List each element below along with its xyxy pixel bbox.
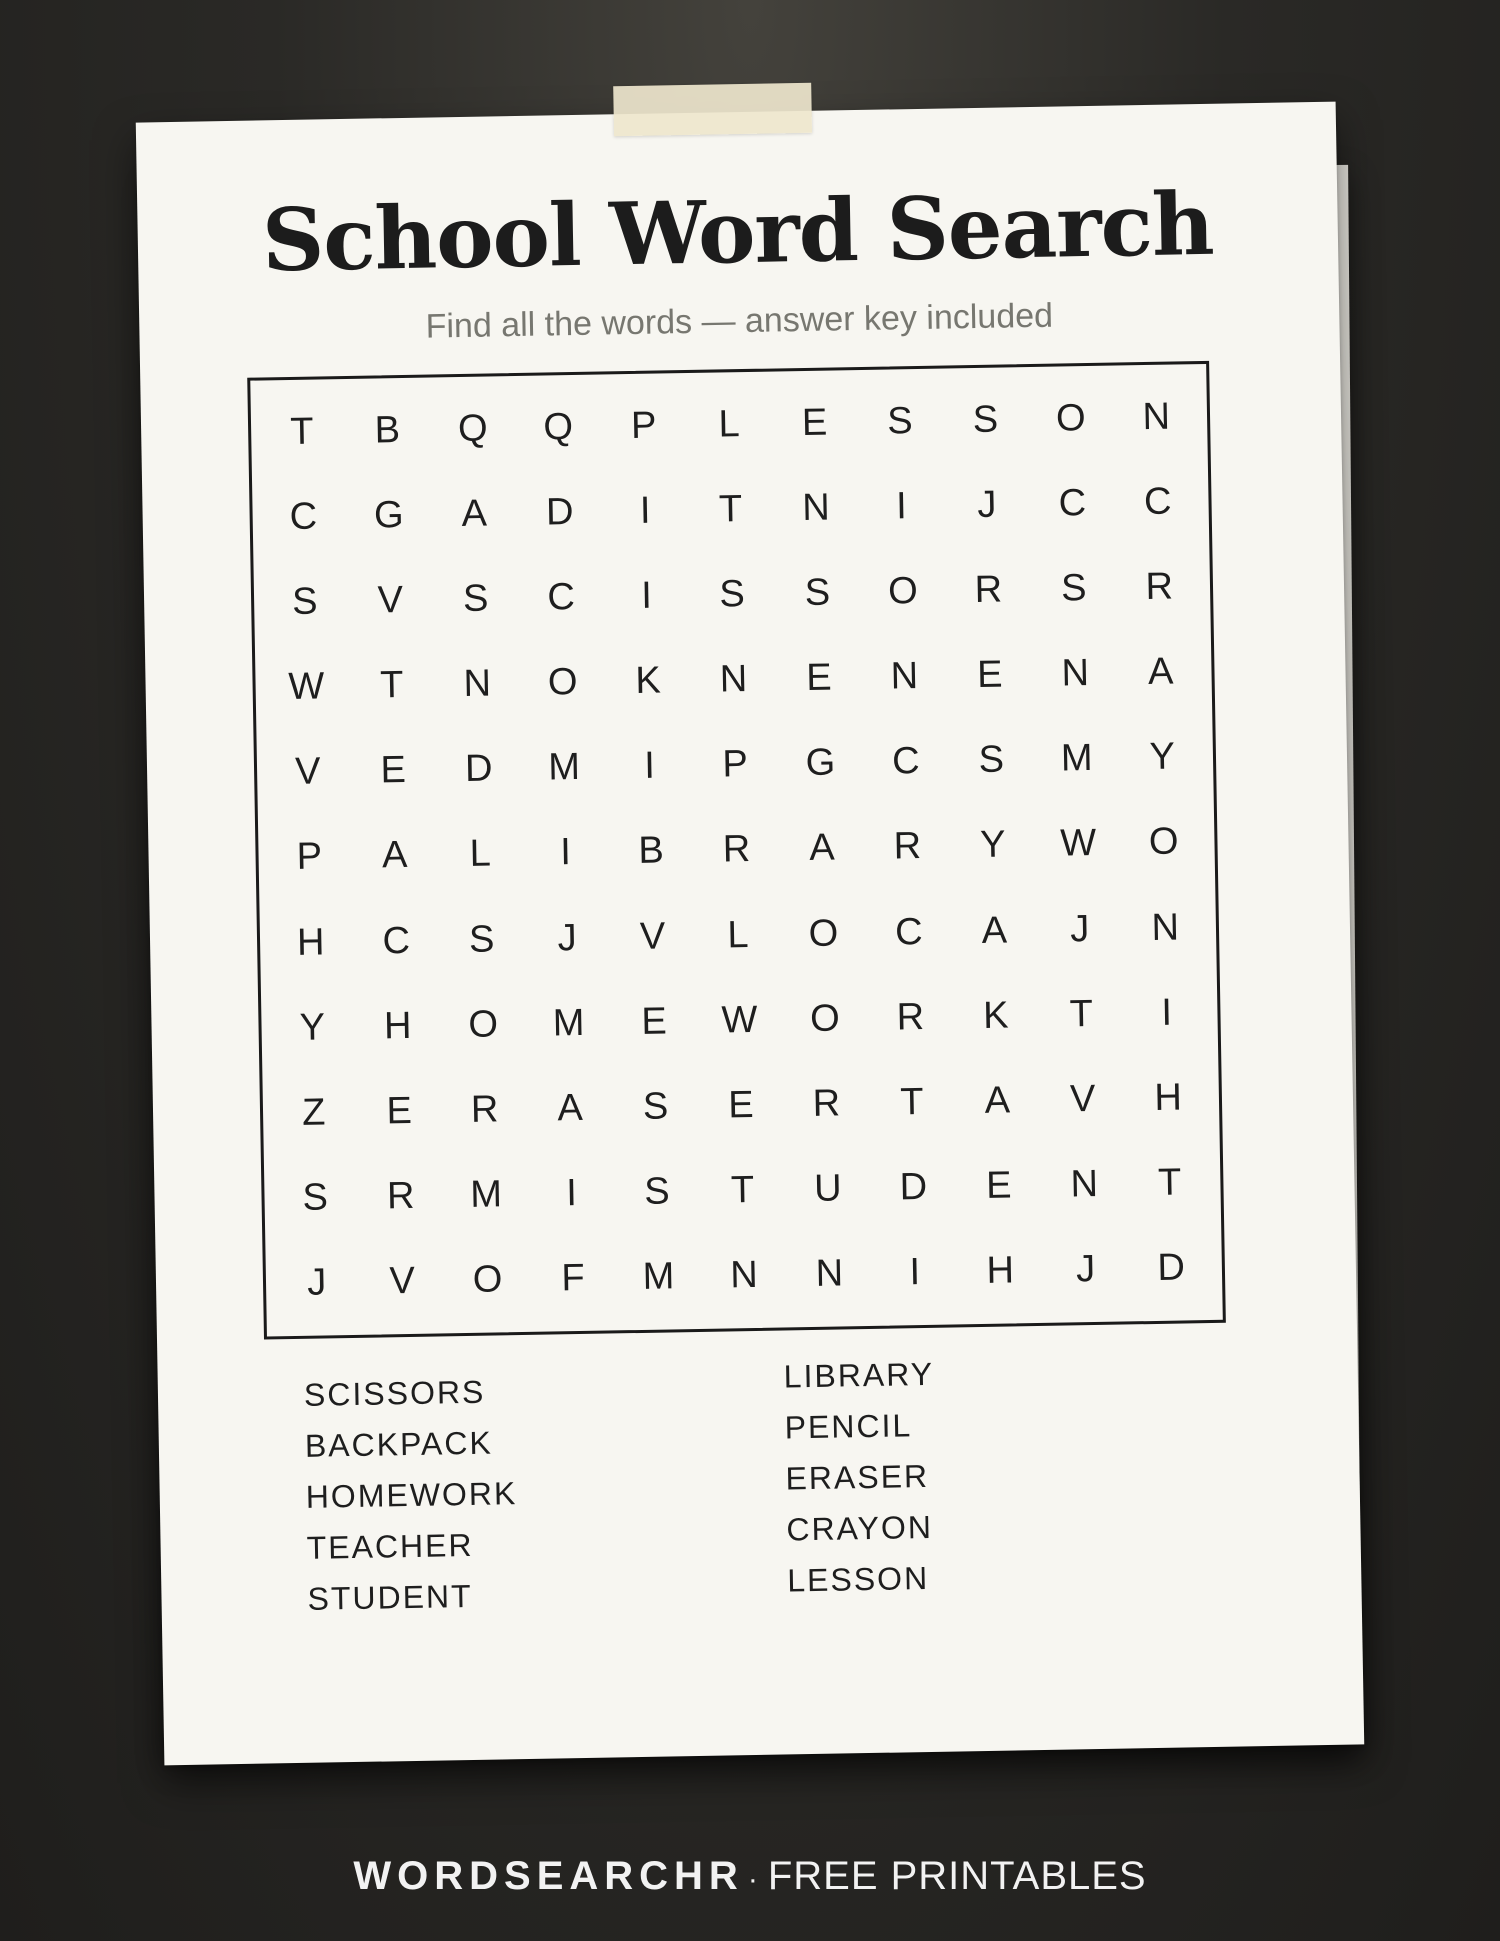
word-item: LESSON	[786, 1559, 930, 1599]
grid-cell: T	[730, 1168, 755, 1212]
grid-cell: O	[808, 912, 839, 955]
grid-cell: G	[805, 741, 836, 785]
word-item: TEACHER	[306, 1526, 474, 1566]
word-item: ERASER	[785, 1457, 930, 1497]
grid-cell: V	[389, 1259, 416, 1303]
grid-cell: C	[1143, 480, 1172, 524]
grid-cell: I	[643, 745, 656, 788]
grid-cell: E	[805, 656, 833, 700]
grid-cell: R	[386, 1174, 415, 1218]
grid-cell: C	[547, 576, 576, 619]
grid-cell: T	[289, 410, 314, 453]
letter-grid	[247, 361, 1226, 1340]
grid-cell: S	[972, 398, 999, 442]
grid-cell: C	[1058, 482, 1087, 525]
grid-cell: C	[289, 495, 318, 539]
grid-cell: E	[801, 401, 828, 445]
footer-brand: WORDSEARCHR	[353, 1854, 744, 1898]
grid-cell: K	[982, 994, 1009, 1037]
grid-cell: S	[642, 1085, 669, 1128]
grid-cell: F	[561, 1256, 586, 1300]
grid-cell: C	[382, 919, 411, 962]
grid-cell: T	[379, 664, 404, 707]
grid-cell: E	[380, 749, 407, 792]
grid-cell: P	[296, 835, 323, 879]
grid-cell: D	[1157, 1246, 1186, 1289]
grid-cell: A	[557, 1086, 584, 1130]
grid-cell: I	[895, 485, 908, 528]
grid-cell: N	[890, 655, 919, 698]
grid-cell: T	[899, 1080, 924, 1124]
footer-tagline: FREE PRINTABLES	[767, 1854, 1147, 1898]
grid-cell: N	[1142, 395, 1171, 439]
grid-cell: W	[288, 665, 325, 709]
grid-cell: S	[291, 580, 318, 624]
grid-cell: T	[1069, 992, 1094, 1036]
grid-cell: N	[1151, 906, 1180, 949]
grid-cell: L	[718, 403, 741, 446]
grid-cell: W	[1059, 822, 1097, 866]
page-title: School Word Search	[261, 173, 1215, 292]
page-subtitle: Find all the words — answer key included	[425, 296, 1054, 346]
grid-cell: O	[887, 570, 919, 613]
grid-cell: Y	[1149, 735, 1176, 779]
grid-cell: M	[1060, 737, 1093, 780]
grid-cell: Z	[301, 1091, 326, 1134]
grid-cell: Y	[299, 1006, 326, 1049]
grid-cell: A	[1147, 650, 1174, 694]
grid-cell: N	[729, 1253, 759, 1297]
grid-cell: E	[727, 1083, 755, 1127]
grid-cell: Q	[543, 406, 574, 449]
grid-cell: I	[565, 1171, 578, 1215]
grid-cell: J	[977, 483, 997, 527]
grid-cell: P	[721, 743, 749, 786]
grid-cell: N	[815, 1252, 844, 1295]
grid-cell: E	[386, 1089, 413, 1133]
grid-cell: R	[1145, 565, 1174, 609]
grid-cell: R	[470, 1088, 499, 1131]
grid-cell: R	[722, 828, 751, 871]
grid-cell: V	[639, 915, 666, 958]
grid-cell: J	[306, 1261, 327, 1304]
grid-cell: S	[643, 1170, 671, 1213]
grid-cell: A	[984, 1079, 1011, 1122]
grid-cell: G	[373, 494, 404, 537]
grid-cell: J	[1069, 907, 1090, 950]
footer	[0, 1854, 1500, 1899]
word-item: HOMEWORK	[305, 1475, 518, 1515]
grid-cell: P	[630, 404, 657, 448]
grid-cell: S	[804, 571, 831, 615]
grid-cell: S	[978, 738, 1005, 782]
grid-cell: H	[383, 1004, 412, 1048]
footer-separator: ·	[747, 1863, 758, 1896]
grid-cell: O	[1055, 397, 1087, 440]
grid-cell: L	[727, 913, 749, 956]
grid-cell: J	[557, 916, 577, 959]
grid-cell: S	[302, 1176, 329, 1219]
grid-cell: H	[986, 1249, 1015, 1292]
grid-cell: J	[1075, 1247, 1096, 1291]
grid-cell: Y	[979, 824, 1006, 867]
word-list-left	[304, 1366, 520, 1625]
grid-cell: R	[812, 1082, 841, 1125]
grid-cell: M	[547, 746, 581, 789]
word-item: BACKPACK	[304, 1424, 494, 1464]
grid-cell: O	[472, 1258, 503, 1301]
grid-cell: R	[974, 568, 1003, 612]
grid-cell: E	[985, 1164, 1012, 1207]
grid-cell: M	[469, 1173, 503, 1216]
grid-cell: S	[886, 400, 914, 443]
worksheet	[136, 102, 1364, 1766]
grid-cell: A	[981, 909, 1008, 952]
word-item: PENCIL	[784, 1407, 913, 1446]
grid-cell: E	[641, 1000, 668, 1043]
grid-cell: S	[462, 577, 489, 621]
grid-cell: O	[809, 997, 841, 1040]
grid-cell: O	[1148, 820, 1179, 864]
grid-cell: A	[461, 492, 488, 536]
grid-cell: Q	[457, 407, 488, 451]
grid-cell: V	[1069, 1077, 1096, 1121]
grid-cell: B	[638, 829, 665, 873]
grid-cell: O	[468, 1003, 499, 1046]
grid-cell: N	[1061, 652, 1090, 695]
tape-strip	[613, 83, 812, 136]
grid-cell: I	[909, 1251, 921, 1294]
grid-cell: I	[639, 489, 651, 532]
grid-cell: D	[899, 1165, 928, 1209]
grid-cell: D	[464, 747, 493, 791]
grid-cell: I	[640, 574, 653, 618]
grid-cell: B	[374, 409, 401, 452]
grid-cell: R	[893, 825, 922, 868]
word-item: STUDENT	[307, 1577, 473, 1617]
grid-cell: K	[635, 659, 662, 703]
grid-cell: S	[468, 918, 495, 961]
grid-cell: N	[801, 486, 831, 530]
word-list-right	[783, 1349, 938, 1607]
grid-cell: O	[547, 661, 578, 704]
grid-cell: H	[1154, 1076, 1183, 1119]
grid-cell: U	[813, 1167, 842, 1210]
grid-cell: T	[718, 488, 743, 531]
grid-cell: H	[296, 921, 325, 964]
grid-cell: N	[719, 658, 748, 701]
grid-cell: C	[894, 910, 923, 954]
grid-cell: D	[545, 491, 574, 534]
grid-cell: N	[1070, 1162, 1099, 1206]
grid-cell: I	[559, 831, 572, 874]
grid-cell: N	[463, 662, 492, 706]
grid-cell: W	[721, 998, 758, 1042]
grid-cell: T	[1157, 1161, 1182, 1204]
word-item: LIBRARY	[783, 1355, 935, 1395]
grid-cell: S	[719, 573, 746, 616]
grid-cell: I	[1161, 991, 1173, 1034]
grid-cell: E	[976, 653, 1003, 697]
grid-cell: C	[891, 740, 921, 783]
grid-cell: M	[642, 1255, 675, 1298]
grid-cell: R	[896, 995, 925, 1039]
grid-cell: V	[294, 750, 321, 794]
grid-cell: L	[469, 832, 492, 876]
word-item: SCISSORS	[303, 1373, 486, 1413]
word-item: CRAYON	[786, 1508, 934, 1548]
grid-cell: M	[552, 1001, 585, 1045]
grid-cell: A	[808, 826, 836, 870]
grid-cell: A	[381, 834, 408, 877]
grid-cell: S	[1060, 567, 1087, 610]
grid-cell: V	[377, 579, 404, 622]
